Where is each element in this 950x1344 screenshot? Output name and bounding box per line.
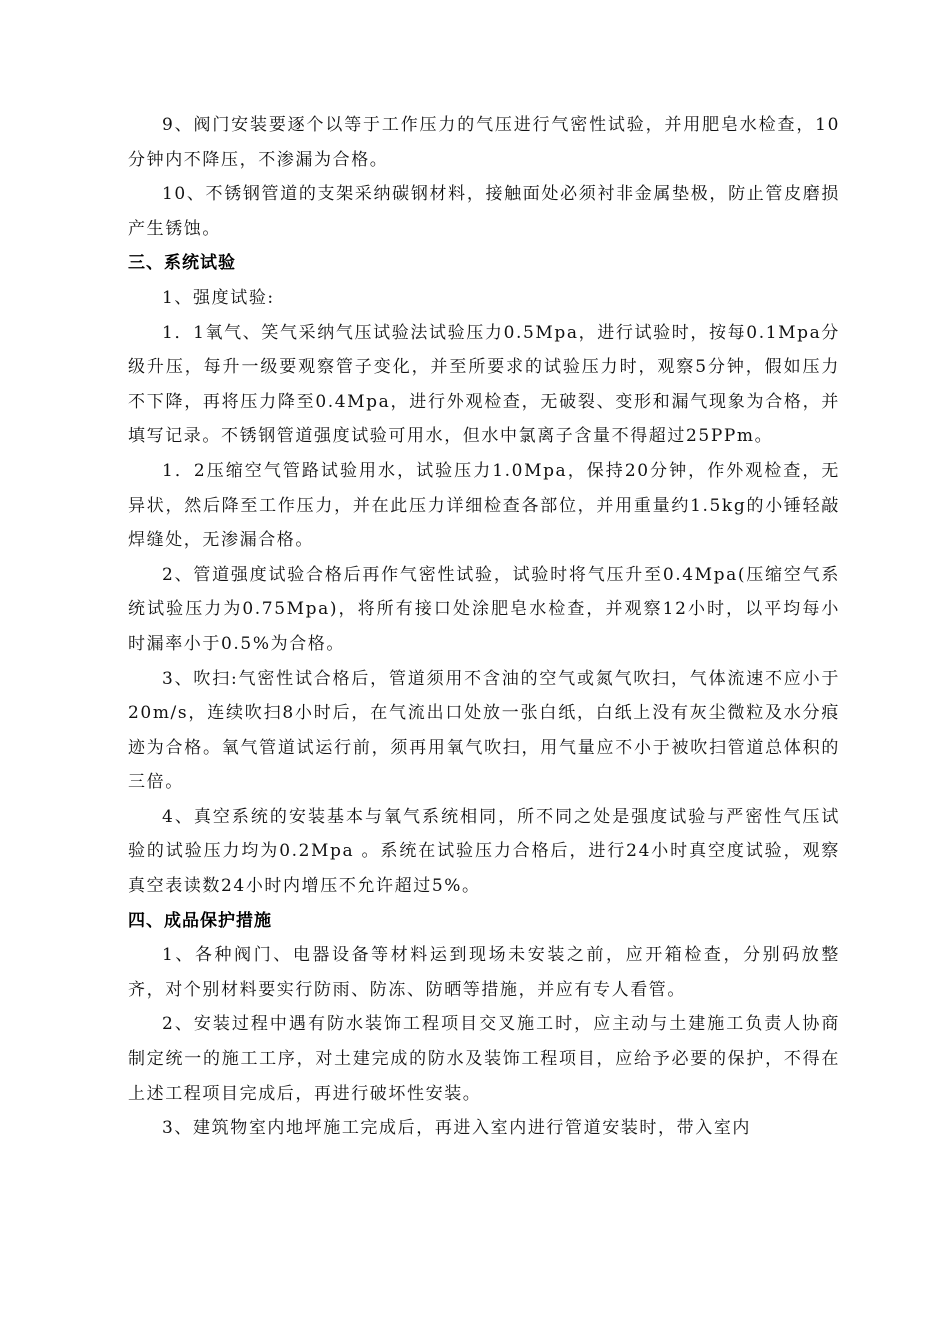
paragraph-valve-airtight-test: 9、阀门安装要逐个以等于工作压力的气压进行气密性试验，并用肥皂水检查，10分钟内不降压，不渗漏为合格。 [128,115,840,170]
paragraph-purging: 3、吹扫:气密性试合格后，管道须用不含油的空气或氮气吹扫，气体流速不应小于20m/s，连续吹扫8小时后，在气流出口处放一张白纸，白纸上没有灰尘微粒及水分痕迹为合格。氧气管道试运行前，须再用氧气吹扫，用气量应不小于被吹扫管道总体积的三倍。 [128,668,840,793]
paragraph-strength-test-title: 1、强度试验: [162,287,275,308]
section-heading-product-protection: 四、成品保护措施 [128,910,272,931]
paragraph-airtightness-test: 2、管道强度试验合格后再作气密性试验，试验时将气压升至0.4Mpa(压缩空气系统试验压力为0.75Mpa)，将所有接口处涂肥皂水检查，并观察12小时，以平均每小时漏率小于0.5%为合格。 [128,564,840,654]
paragraph-indoor-installation: 3、建筑物室内地坪施工完成后，再进入室内进行管道安装时，带入室内 [162,1118,752,1139]
paragraph-vacuum-system: 4、真空系统的安装基本与氧气系统相同，所不同之处是强度试验与严密性气压试验的试验压力均为0.2Mpa 。系统在试验压力合格后，进行24小时真空度试验，观察真空表读数24小时内增压不允许超过5%。 [128,806,840,897]
paragraph-compressed-air-test: 1．2压缩空气管路试验用水，试验压力1.0Mpa，保持20分钟，作外观检查，无异状，然后降至工作压力，并在此压力详细检查各部位，并用重量约1.5kg的小锤轻敲焊缝处，无渗漏合格。 [128,460,840,551]
document-body [128,108,840,1146]
paragraph-stainless-support: 10、不锈钢管道的支架采纳碳钢材料，接触面处必须衬非金属垫极，防止管皮磨损产生锈蚀。 [128,184,840,239]
paragraph-cross-construction: 2、安装过程中遇有防水装饰工程项目交叉施工时，应主动与土建施工负责人协商制定统一的施工工序，对土建完成的防水及装饰工程项目，应给予必要的保护，不得在上述工程项目完成后，再进行破坏性安装。 [128,1014,840,1104]
paragraph-oxygen-pressure-test: 1．1氧气、笑气采纳气压试验法试验压力0.5Mpa，进行试验时，按每0.1Mpa分级升压，每升一级要观察管子变化，并至所要求的试验压力时，观察5分钟，假如压力不下降，再将压力降至0.4Mpa，进行外观检查，无破裂、变形和漏气现象为合格，并填写记录。不锈钢管道强度试验可用水，但水中氯离子含量不得超过25PPm。 [128,322,840,447]
paragraph-material-storage: 1、各种阀门、电器设备等材料运到现场未安装之前，应开箱检查，分别码放整齐，对个别材料要实行防雨、防冻、防晒等措施，并应有专人看管。 [128,945,840,1000]
section-heading-system-test: 三、系统试验 [128,253,236,274]
